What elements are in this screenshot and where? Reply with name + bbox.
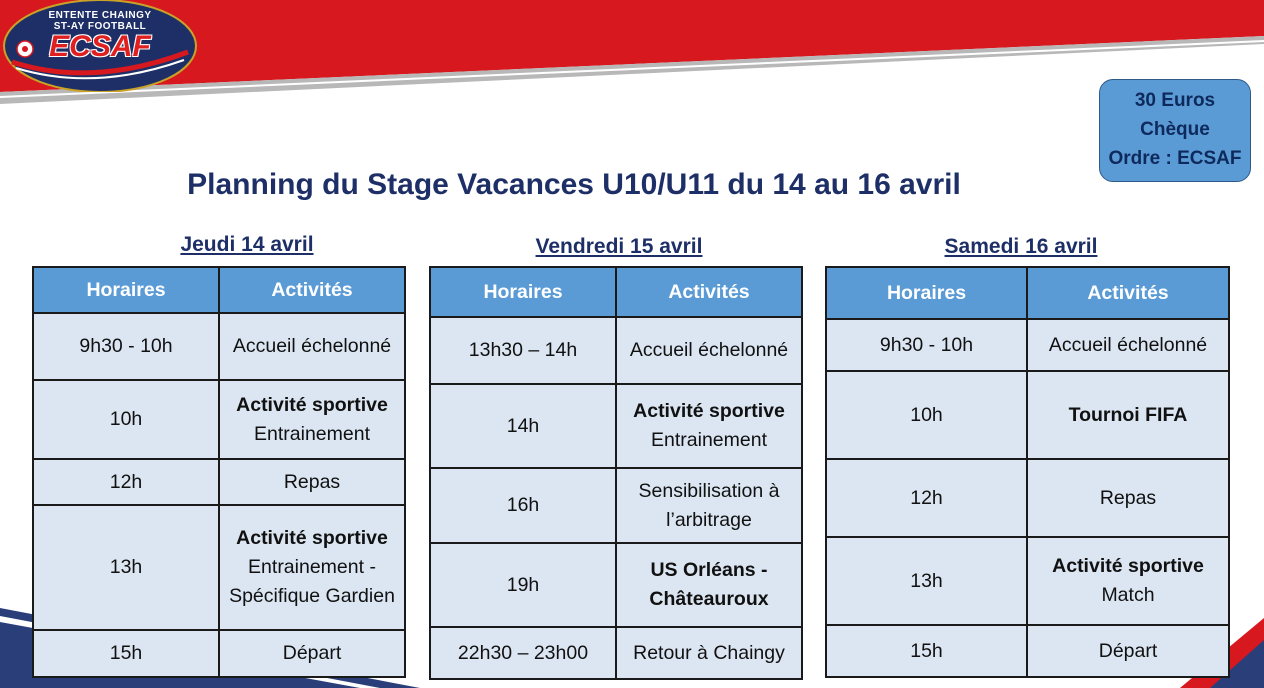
logo-name: ECSAF — [49, 30, 151, 63]
header-activity: Activités — [1027, 267, 1229, 319]
time-cell: 13h — [826, 537, 1027, 625]
table-row — [430, 627, 802, 679]
day-title-friday: Vendredi 15 avril — [535, 235, 703, 258]
table-row — [826, 537, 1229, 625]
activity-cell: Accueil échelonné — [1027, 319, 1229, 371]
time-cell: 19h — [430, 543, 616, 627]
schedule-table-friday — [429, 266, 803, 680]
table-row — [33, 380, 405, 459]
table-row — [33, 459, 405, 505]
activity-cell: US Orléans - Châteauroux — [616, 543, 802, 627]
header-time: Horaires — [33, 267, 219, 313]
activity-cell: Retour à Chaingy — [616, 627, 802, 679]
table-row — [826, 319, 1229, 371]
time-cell: 16h — [430, 468, 616, 543]
activity-cell: Activité sportive Entrainement — [616, 384, 802, 468]
time-cell: 10h — [826, 371, 1027, 459]
schedule-table-thursday — [32, 266, 406, 678]
time-cell: 9h30 - 10h — [33, 313, 219, 380]
activity-cell: Sensibilisation à l’arbitrage — [616, 468, 802, 543]
header-activity: Activités — [616, 267, 802, 317]
header-activity: Activités — [219, 267, 405, 313]
activity-cell: Départ — [219, 630, 405, 677]
table-row — [826, 459, 1229, 537]
table-row — [33, 505, 405, 630]
activity-cell: Activité sportive Entrainement — [219, 380, 405, 459]
table-header-row — [33, 267, 405, 313]
activity-cell: Activité sportive Match — [1027, 537, 1229, 625]
time-cell: 14h — [430, 384, 616, 468]
table-row — [826, 625, 1229, 677]
activity-cell: Tournoi FIFA — [1027, 371, 1229, 459]
time-cell: 9h30 - 10h — [826, 319, 1027, 371]
schedule-table-saturday — [825, 266, 1230, 678]
logo-text-top: ENTENTE CHAINGY ST-AY FOOTBALL — [48, 10, 152, 32]
header-time: Horaires — [826, 267, 1027, 319]
activity-cell: Accueil échelonné — [616, 317, 802, 384]
time-cell: 15h — [826, 625, 1027, 677]
price-amount: 30 Euros — [1134, 90, 1216, 111]
time-cell: 12h — [33, 459, 219, 505]
time-cell: 10h — [33, 380, 219, 459]
table-row — [430, 468, 802, 543]
table-row — [826, 371, 1229, 459]
price-box — [1099, 79, 1251, 182]
table-row — [430, 384, 802, 468]
football-icon — [16, 40, 34, 58]
activity-cell: Repas — [219, 459, 405, 505]
table-row — [33, 630, 405, 677]
activity-cell: Accueil échelonné — [219, 313, 405, 380]
time-cell: 12h — [826, 459, 1027, 537]
payment-order: Ordre : ECSAF — [1108, 148, 1242, 169]
day-title-thursday: Jeudi 14 avril — [180, 233, 314, 256]
table-row — [33, 313, 405, 380]
table-header-row — [826, 267, 1229, 319]
club-logo — [2, 0, 198, 92]
table-row — [430, 543, 802, 627]
page-title: Planning du Stage Vacances U10/U11 du 14 au 16 avril — [187, 168, 961, 201]
table-row — [430, 317, 802, 384]
day-title-saturday: Samedi 16 avril — [944, 235, 1098, 258]
activity-cell: Repas — [1027, 459, 1229, 537]
time-cell: 13h — [33, 505, 219, 630]
activity-cell: Activité sportive Entrainement - Spécifique Gardien — [219, 505, 405, 630]
time-cell: 15h — [33, 630, 219, 677]
header-time: Horaires — [430, 267, 616, 317]
table-header-row — [430, 267, 802, 317]
time-cell: 22h30 – 23h00 — [430, 627, 616, 679]
time-cell: 13h30 – 14h — [430, 317, 616, 384]
activity-cell: Départ — [1027, 625, 1229, 677]
payment-method: Chèque — [1140, 119, 1210, 140]
